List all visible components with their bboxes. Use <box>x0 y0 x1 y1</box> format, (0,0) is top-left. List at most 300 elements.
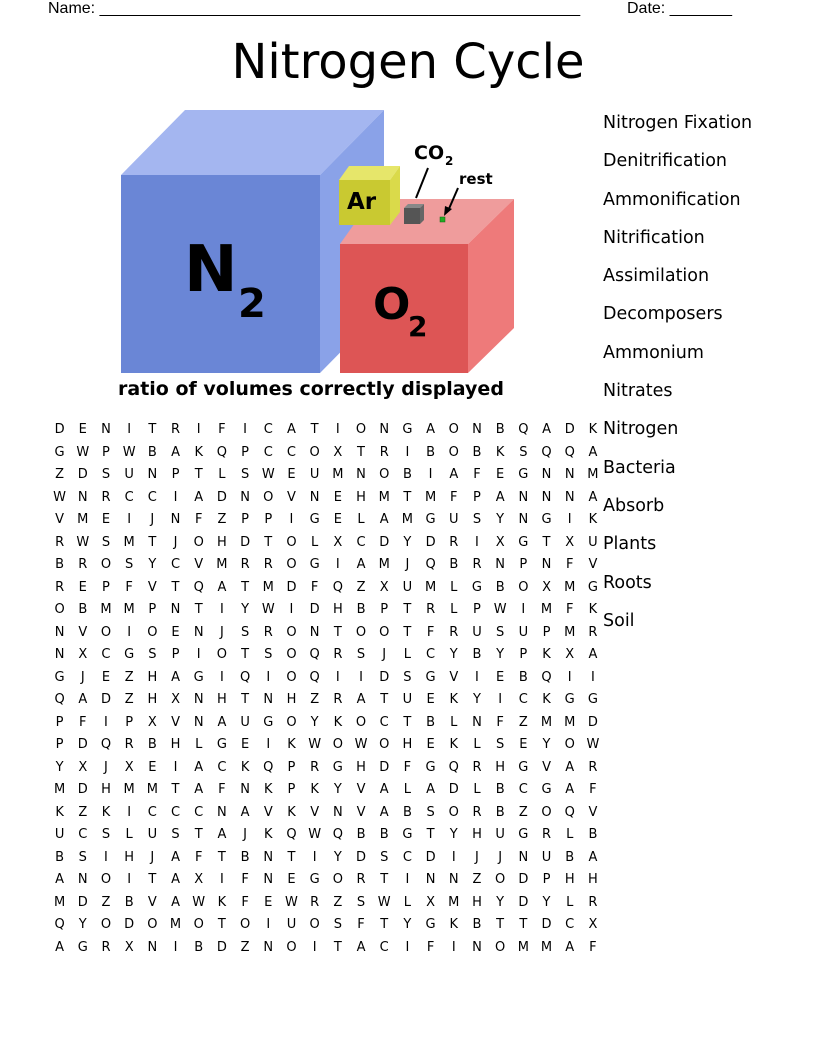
grid-letter: G <box>216 737 227 752</box>
grid-letter: K <box>287 804 296 820</box>
grid-row <box>48 534 605 557</box>
grid-row <box>48 489 605 512</box>
grid-letter: O <box>100 557 112 572</box>
grid-letter: B <box>55 557 65 572</box>
grid-letter: I <box>173 489 178 505</box>
grid-letter: J <box>104 759 108 775</box>
grid-letter: Z <box>217 512 227 527</box>
grid-letter: O <box>286 557 297 572</box>
grid-letter: O <box>564 737 575 752</box>
word-list-item: Nitrogen <box>603 419 679 440</box>
o2-subscript: 2 <box>408 310 428 343</box>
grid-letter: I <box>405 444 410 460</box>
grid-letter: I <box>405 872 410 887</box>
grid-letter: T <box>148 534 157 550</box>
grid-letter: G <box>587 579 598 595</box>
grid-letter: P <box>102 579 110 595</box>
word-list-item: Ammonium <box>603 342 704 363</box>
grid-letter: T <box>217 917 226 932</box>
grid-letter: W <box>285 894 298 910</box>
grid-letter: I <box>335 669 340 685</box>
grid-letter: V <box>356 804 366 820</box>
grid-letter: D <box>379 669 390 685</box>
grid-letter: V <box>542 759 551 775</box>
grid-letter: I <box>127 804 132 820</box>
grid-letter: E <box>78 422 87 437</box>
grid-letter: U <box>309 467 320 482</box>
grid-letter: A <box>217 714 227 730</box>
grid-letter: R <box>55 579 65 595</box>
grid-letter: W <box>308 827 322 842</box>
grid-letter: B <box>449 557 459 572</box>
grid-letter: Z <box>78 804 88 820</box>
grid-letter: Y <box>403 917 412 932</box>
grid-letter: M <box>100 602 112 617</box>
grid-letter: G <box>402 827 413 842</box>
grid-letter: X <box>565 647 575 662</box>
grid-letter: C <box>263 444 273 460</box>
grid-letter: S <box>240 467 250 482</box>
grid-letter: M <box>564 714 576 730</box>
grid-letter: N <box>379 422 390 437</box>
grid-letter: N <box>170 512 181 527</box>
grid-letter: Y <box>78 917 87 932</box>
grid-letter: X <box>542 579 551 595</box>
grid-letter: Y <box>333 849 342 865</box>
grid-letter: H <box>217 692 227 707</box>
grid-letter: Y <box>403 534 412 550</box>
grid-letter: N <box>147 467 158 482</box>
grid-letter: D <box>564 422 575 437</box>
grid-letter: M <box>448 894 460 910</box>
grid-letter: P <box>55 714 64 730</box>
grid-letter: R <box>588 894 598 910</box>
grid-letter: Q <box>309 669 320 685</box>
grid-letter: N <box>518 849 529 865</box>
grid-letter: Y <box>310 714 319 730</box>
grid-letter: I <box>475 669 479 685</box>
grid-letter: R <box>449 534 459 550</box>
grid-letter: E <box>171 624 180 640</box>
grid-letter: G <box>518 827 529 842</box>
grid-letter: D <box>54 422 65 437</box>
grid-letter: D <box>77 782 88 797</box>
grid-letter: K <box>449 692 459 707</box>
grid-letter: U <box>54 827 65 842</box>
word-list-item: Denitrification <box>603 151 728 172</box>
grid-letter: J <box>243 827 248 842</box>
grid-letter: D <box>379 534 390 550</box>
grid-letter: O <box>495 939 506 955</box>
grid-letter: I <box>359 669 363 685</box>
grid-letter: U <box>286 917 297 932</box>
grid-letter: T <box>194 602 203 617</box>
grid-letter: Y <box>496 647 505 662</box>
grid-row <box>48 444 605 467</box>
grid-letter: W <box>354 737 368 752</box>
grid-letter: B <box>379 827 389 842</box>
grid-letter: O <box>193 917 204 932</box>
grid-letter: F <box>125 579 133 595</box>
grid-letter: O <box>286 939 297 955</box>
word-list-item: Soil <box>603 610 635 631</box>
grid-letter: R <box>449 624 459 640</box>
grid-letter: N <box>309 489 320 505</box>
co2-pointer-line <box>416 168 428 198</box>
grid-letter: Y <box>496 512 505 527</box>
grid-letter: X <box>78 759 88 775</box>
grid-letter: D <box>356 849 367 865</box>
grid-letter: C <box>78 827 88 842</box>
grid-letter: E <box>519 737 528 752</box>
grid-letter: Z <box>518 804 528 820</box>
grid-letter: P <box>171 647 180 662</box>
grid-letter: D <box>216 489 227 505</box>
grid-letter: M <box>540 939 553 955</box>
grid-letter: A <box>588 647 598 662</box>
word-list-item: Nitrates <box>603 381 673 402</box>
grid-letter: F <box>565 557 574 572</box>
grid-letter: T <box>171 579 180 595</box>
grid-letter: I <box>428 467 433 482</box>
grid-letter: A <box>171 669 180 685</box>
grid-letter: O <box>309 917 320 932</box>
grid-letter: N <box>263 849 274 865</box>
word-list-item: Absorb <box>603 495 665 516</box>
grid-letter: I <box>567 512 572 527</box>
grid-letter: I <box>173 939 178 955</box>
grid-row <box>48 556 605 579</box>
grid-letter: N <box>77 489 88 505</box>
grid-letter: Y <box>472 692 481 707</box>
grid-letter: O <box>263 489 274 505</box>
word-list-item: Roots <box>603 572 652 593</box>
grid-letter: X <box>78 647 88 662</box>
grid-letter: U <box>240 714 250 730</box>
grid-letter: O <box>379 737 390 752</box>
grid-letter: T <box>148 422 157 437</box>
grid-letter: C <box>147 489 157 505</box>
grid-letter: H <box>147 692 158 707</box>
grid-letter: F <box>589 782 597 797</box>
grid-letter: V <box>171 714 180 730</box>
grid-letter: Z <box>333 894 343 910</box>
grid-row <box>48 669 605 692</box>
date-field-label: Date: _______ <box>627 0 732 17</box>
grid-letter: A <box>217 827 227 842</box>
grid-letter: J <box>405 557 410 572</box>
grid-letter: F <box>194 849 203 865</box>
grid-letter: I <box>475 534 479 550</box>
grid-letter: E <box>148 759 157 775</box>
grid-letter: O <box>286 647 297 662</box>
grid-letter: K <box>542 692 551 707</box>
grid-letter: G <box>332 759 343 775</box>
grid-letter: S <box>101 534 111 550</box>
grid-letter: A <box>565 782 575 797</box>
grid-letter: O <box>309 444 320 460</box>
grid-letter: Q <box>332 579 343 595</box>
grid-letter: H <box>356 759 366 775</box>
grid-letter: P <box>519 647 528 662</box>
grid-letter: D <box>425 849 436 865</box>
grid-letter: L <box>473 782 481 797</box>
grid-letter: F <box>218 782 226 797</box>
grid-letter: T <box>333 939 342 955</box>
grid-letter: A <box>379 782 389 797</box>
grid-letter: H <box>588 872 598 887</box>
grid-letter: I <box>335 422 340 437</box>
grid-letter: H <box>356 489 366 505</box>
grid-letter: N <box>240 782 250 797</box>
grid-letter: W <box>261 467 275 482</box>
grid-letter: Z <box>124 669 134 685</box>
grid-letter: G <box>54 444 65 460</box>
grid-letter: I <box>521 602 526 617</box>
grid-letter: I <box>127 624 132 640</box>
grid-letter: K <box>240 759 250 775</box>
grid-letter: T <box>542 534 551 550</box>
grid-letter: E <box>78 579 87 595</box>
grid-row <box>48 849 605 872</box>
grid-letter: T <box>287 849 296 865</box>
grid-letter: H <box>286 692 297 707</box>
grid-letter: T <box>194 827 203 842</box>
grid-letter: Q <box>193 579 204 595</box>
grid-letter: D <box>77 894 88 910</box>
grid-letter: E <box>287 467 296 482</box>
grid-letter: O <box>355 624 367 640</box>
grid-letter: J <box>150 849 155 865</box>
grid-letter: K <box>333 714 343 730</box>
grid-letter: W <box>261 602 275 617</box>
grid-row <box>48 714 605 737</box>
word-list-item: Nitrogen Fixation <box>603 113 753 133</box>
grid-letter: I <box>567 669 572 685</box>
grid-letter: H <box>147 669 158 685</box>
grid-letter: C <box>170 557 181 572</box>
grid-letter: K <box>101 804 111 820</box>
grid-letter: N <box>472 714 482 730</box>
grid-letter: N <box>54 647 65 662</box>
grid-letter: Q <box>239 669 251 685</box>
grid-letter: B <box>194 939 204 955</box>
grid-letter: S <box>380 849 389 865</box>
co2-subscript: 2 <box>445 154 454 168</box>
grid-letter: B <box>588 827 598 842</box>
grid-letter: U <box>449 512 459 527</box>
grid-letter: A <box>287 422 296 437</box>
grid-letter: G <box>425 917 436 932</box>
grid-letter: A <box>565 759 575 775</box>
grid-letter: N <box>541 467 552 482</box>
grid-letter: Z <box>518 714 528 730</box>
grid-row <box>48 579 605 602</box>
n2-subscript: 2 <box>238 281 266 327</box>
grid-letter: M <box>169 917 182 932</box>
grid-letter: I <box>127 512 132 527</box>
grid-letter: I <box>219 669 224 685</box>
grid-letter: G <box>263 714 274 730</box>
word-list-item: Decomposers <box>603 304 723 325</box>
grid-letter: Q <box>263 759 274 775</box>
grid-letter: O <box>100 624 112 640</box>
grid-letter: Y <box>55 759 64 775</box>
grid-letter: Q <box>54 692 65 707</box>
grid-letter: A <box>426 782 436 797</box>
grid-letter: F <box>218 422 226 437</box>
grid-letter: Z <box>55 467 65 482</box>
grid-letter: O <box>448 804 459 820</box>
air-composition-figure <box>110 108 530 408</box>
grid-letter: R <box>55 534 65 550</box>
grid-letter: V <box>263 804 273 820</box>
grid-letter: N <box>193 624 204 640</box>
grid-letter: V <box>356 782 366 797</box>
grid-letter: Y <box>241 602 250 617</box>
grid-letter: T <box>194 467 203 482</box>
grid-row <box>48 466 605 489</box>
grid-letter: F <box>565 602 574 617</box>
grid-letter: C <box>286 444 296 460</box>
grid-letter: U <box>541 849 552 865</box>
grid-letter: T <box>380 692 389 707</box>
grid-letter: D <box>286 579 297 595</box>
grid-letter: V <box>287 489 296 505</box>
co2-cube <box>404 208 420 224</box>
grid-letter: G <box>425 512 436 527</box>
grid-letter: O <box>147 917 158 932</box>
rest-label: rest <box>459 170 493 188</box>
grid-letter: D <box>240 534 251 550</box>
grid-letter: L <box>566 827 574 842</box>
grid-letter: X <box>171 692 180 707</box>
grid-letter: K <box>588 602 598 617</box>
grid-letter: Y <box>148 557 157 572</box>
grid-letter: O <box>286 624 297 640</box>
grid-letter: W <box>192 894 206 910</box>
grid-letter: I <box>451 939 456 955</box>
grid-letter: N <box>564 467 575 482</box>
grid-letter: K <box>217 894 227 910</box>
grid-letter: A <box>356 939 366 955</box>
grid-letter: S <box>78 849 87 865</box>
word-list <box>603 112 752 648</box>
grid-letter: T <box>380 917 389 932</box>
grid-letter: X <box>565 534 575 550</box>
grid-letter: P <box>473 489 481 505</box>
grid-letter: P <box>171 467 180 482</box>
grid-letter: B <box>495 579 505 595</box>
grid-letter: S <box>264 647 273 662</box>
grid-letter: C <box>263 422 273 437</box>
word-list-item: Assimilation <box>603 266 710 287</box>
grid-letter: A <box>542 422 551 437</box>
grid-letter: O <box>216 647 228 662</box>
grid-letter: D <box>77 467 88 482</box>
grid-letter: F <box>496 714 504 730</box>
grid-letter: W <box>53 489 67 505</box>
grid-letter: B <box>495 804 505 820</box>
volume-cubes-illustration <box>110 108 530 408</box>
grid-letter: U <box>402 692 413 707</box>
grid-letter: A <box>588 849 598 865</box>
grid-letter: J <box>498 849 503 865</box>
grid-letter: B <box>402 467 412 482</box>
grid-letter: M <box>540 714 553 730</box>
grid-letter: H <box>332 602 343 617</box>
grid-letter: I <box>196 647 201 662</box>
grid-letter: Q <box>448 759 459 775</box>
grid-letter: N <box>472 422 482 437</box>
grid-letter: A <box>449 467 459 482</box>
grid-letter: Y <box>449 647 458 662</box>
grid-letter: B <box>565 849 575 865</box>
grid-letter: C <box>147 804 157 820</box>
grid-letter: N <box>147 939 158 955</box>
grid-letter: K <box>588 512 598 527</box>
grid-letter: M <box>378 489 390 505</box>
grid-letter: R <box>263 557 273 572</box>
grid-letter: M <box>123 534 135 550</box>
grid-letter: B <box>495 782 505 797</box>
grid-letter: G <box>77 939 88 955</box>
grid-letter: H <box>472 894 482 910</box>
grid-letter: E <box>101 669 111 685</box>
grid-letter: N <box>101 422 111 437</box>
grid-letter: C <box>565 917 575 932</box>
grid-letter: M <box>424 489 437 505</box>
grid-letter: S <box>101 827 111 842</box>
grid-letter: D <box>518 872 529 887</box>
grid-letter: K <box>495 444 505 460</box>
grid-letter: E <box>333 489 342 505</box>
grid-letter: F <box>310 579 319 595</box>
grid-letter: U <box>147 827 158 842</box>
grid-letter: T <box>241 692 250 707</box>
grid-letter: C <box>379 714 389 730</box>
grid-letter: B <box>124 894 134 910</box>
grid-letter: N <box>309 624 320 640</box>
grid-letter: V <box>310 804 320 820</box>
grid-letter: W <box>122 444 136 460</box>
o2-label: O <box>373 279 411 330</box>
grid-letter: B <box>55 849 65 865</box>
grid-letter: M <box>123 782 135 797</box>
grid-letter: L <box>357 512 365 527</box>
grid-letter: M <box>378 557 390 572</box>
grid-letter: I <box>127 422 132 437</box>
grid-letter: P <box>241 444 250 460</box>
grid-letter: G <box>425 759 436 775</box>
grid-letter: W <box>76 444 90 460</box>
grid-letter: M <box>587 467 599 482</box>
grid-letter: W <box>308 737 322 752</box>
grid-letter: R <box>78 557 88 572</box>
grid-letter: T <box>241 579 250 595</box>
grid-letter: R <box>171 422 181 437</box>
grid-letter: H <box>564 872 575 887</box>
grid-letter: D <box>541 917 552 932</box>
grid-letter: F <box>79 714 87 730</box>
grid-letter: A <box>217 579 227 595</box>
grid-letter: G <box>541 782 552 797</box>
grid-letter: N <box>518 512 529 527</box>
grid-letter: A <box>495 489 505 505</box>
grid-letter: M <box>53 894 66 910</box>
grid-letter: A <box>171 444 180 460</box>
grid-letter: N <box>472 939 482 955</box>
